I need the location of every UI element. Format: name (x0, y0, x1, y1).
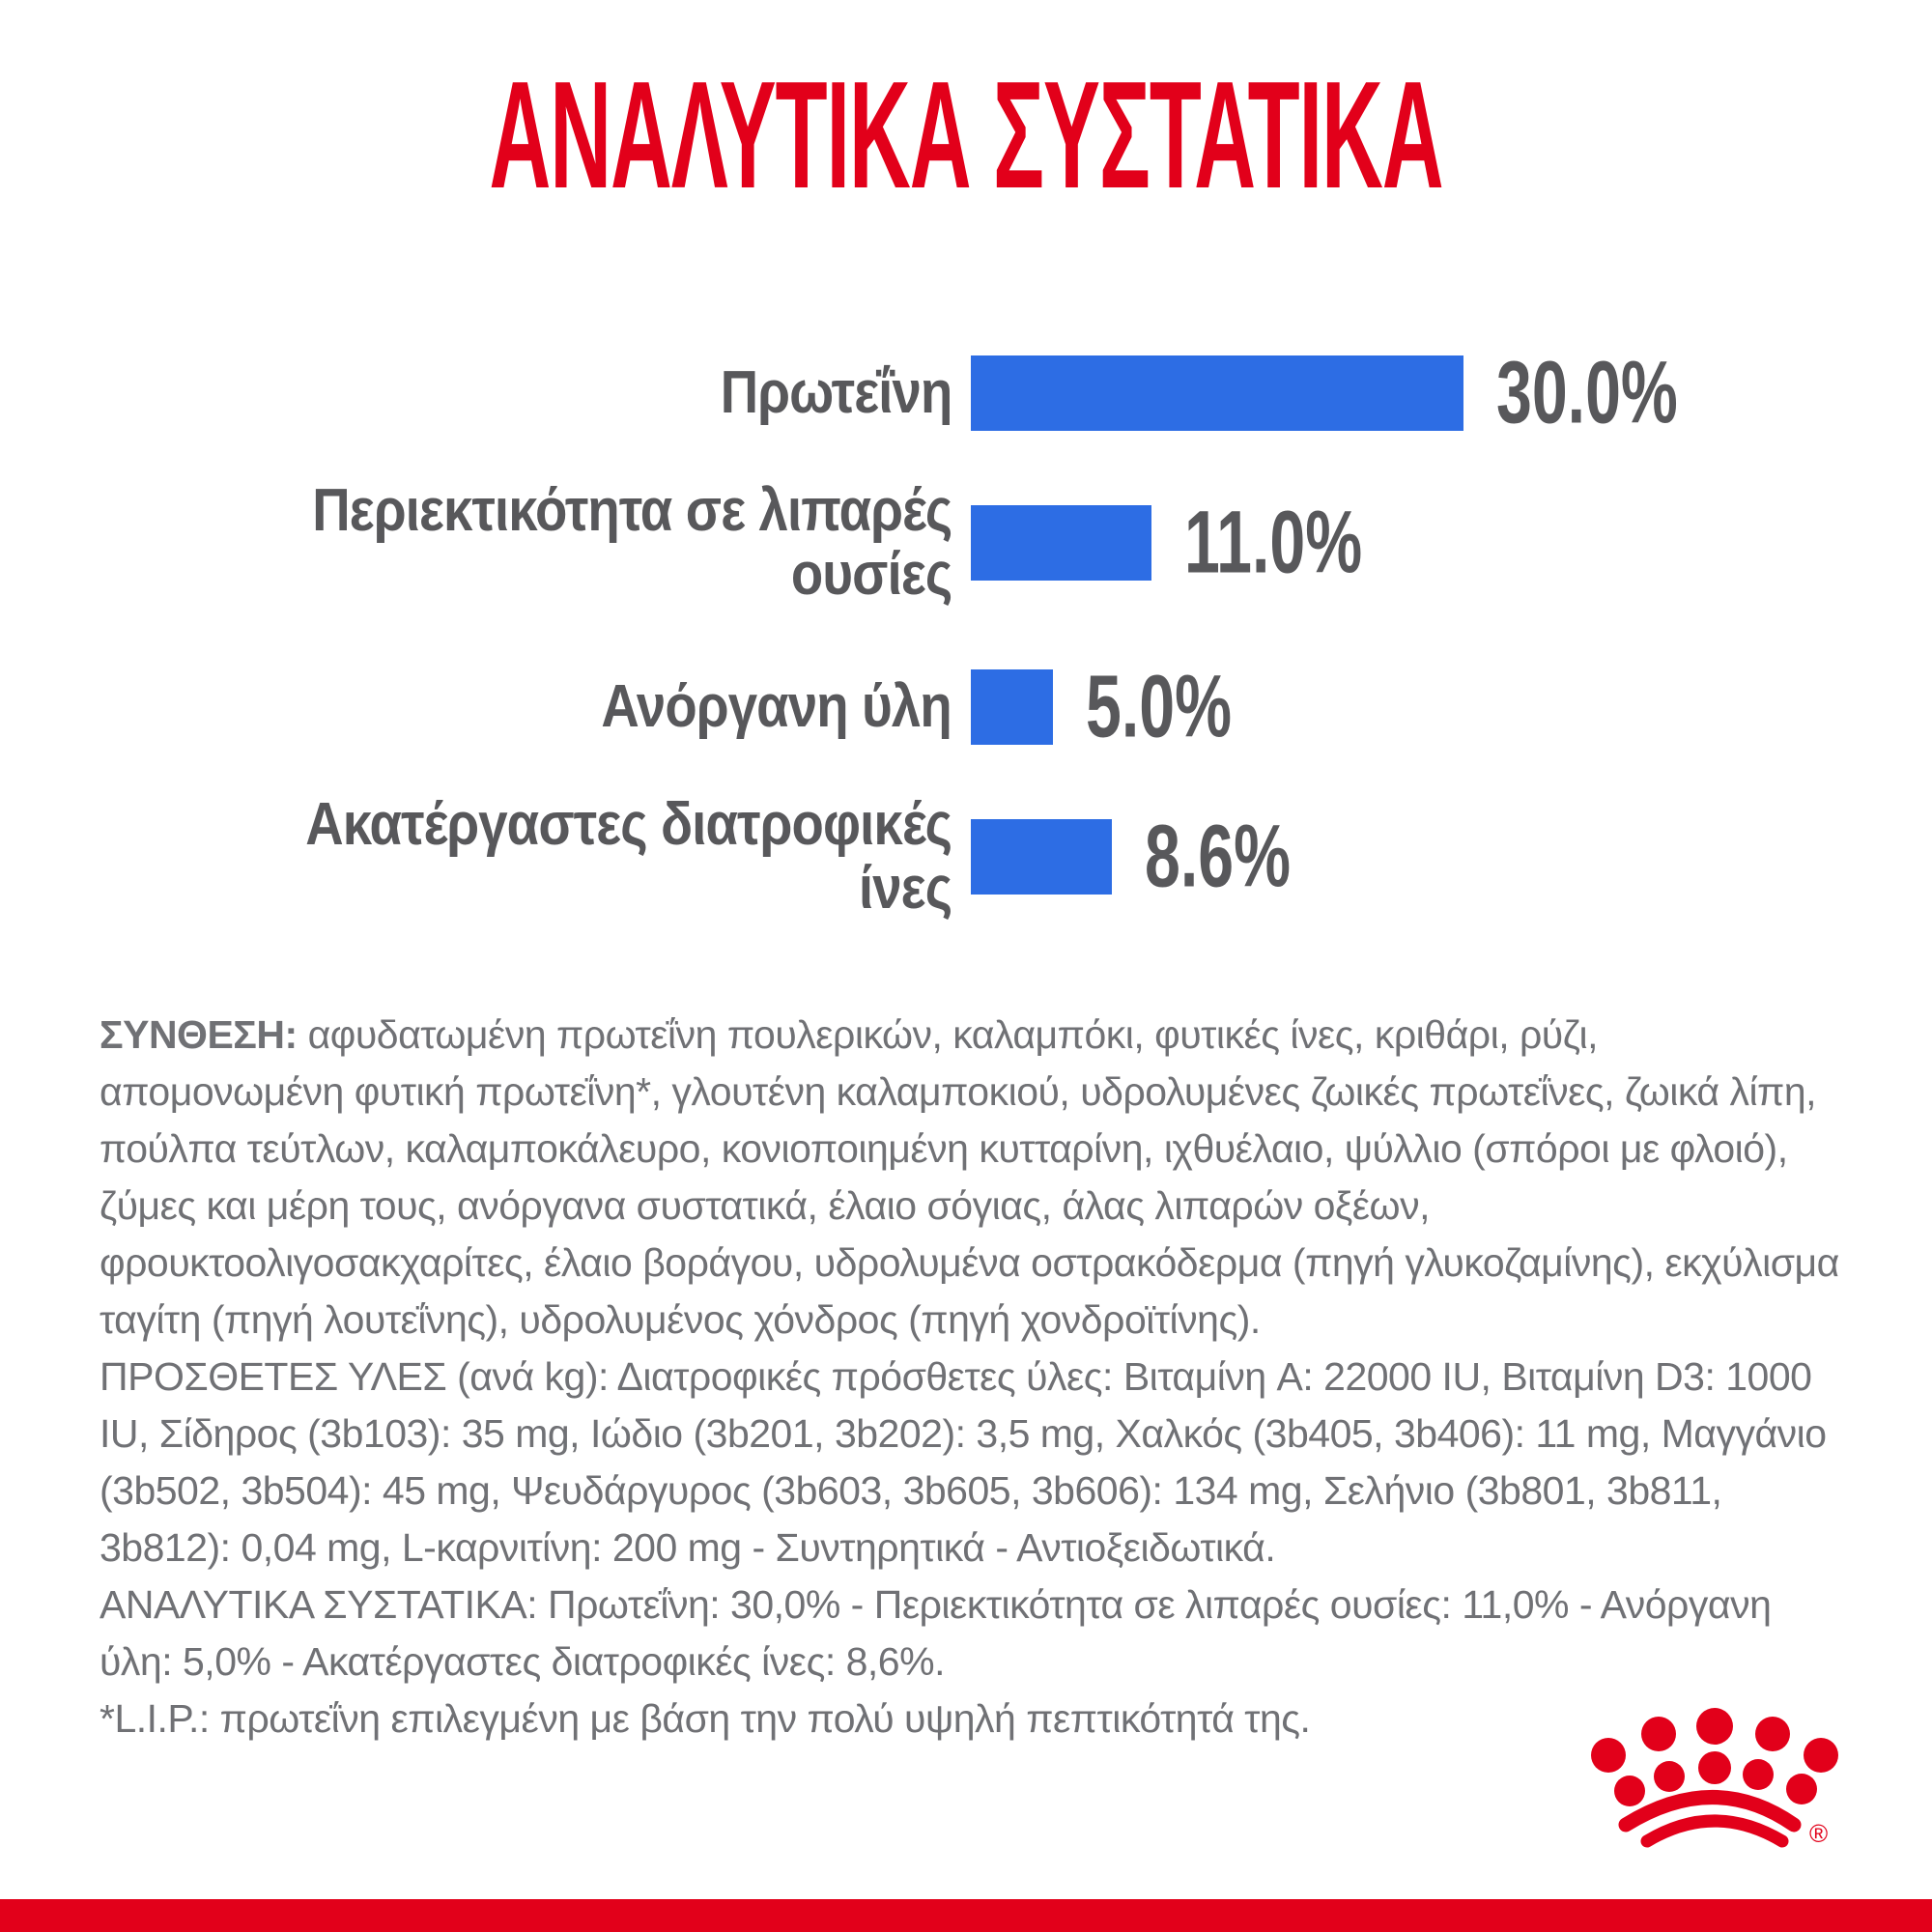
bar (971, 669, 1053, 745)
bottom-red-stripe (0, 1899, 1932, 1932)
bar (971, 819, 1112, 895)
composition-label: ΣΥΝΘΕΣΗ: (99, 1012, 298, 1057)
registered-trademark-symbol: ® (1809, 1819, 1829, 1848)
royal-canin-crown-icon (1575, 1702, 1855, 1861)
bar-value: 30.0% (1496, 343, 1678, 442)
analytical-constituents-paragraph: ΑΝΑΛΥΤΙΚΑ ΣΥΣΤΑΤΙΚΑ: Πρωτεΐνη: 30,0% - Περιεκτικότητα σε λιπαρές ουσίες: 11,0% - Ανόργανη ύλη: 5,0% - Ακατέργαστες διατροφικές ίνες: 8,6%. (99, 1582, 1772, 1684)
bar-value: 5.0% (1086, 657, 1232, 756)
bar-label: Περιεκτικότητα σε λιπαρές ουσίες (311, 477, 952, 608)
additives-paragraph: ΠΡΟΣΘΕΤΕΣ ΥΛΕΣ (ανά kg): Διατροφικές πρόσθετες ύλες: Βιταμίνη A: 22000 IU, Βιταμίνη D3: 1000 IU, Σίδηρος (3b103): 35 mg, Ιώδιο (3b201, 3b202): 3,5 mg, Χαλκός (3b405, 3b406): 11 mg, Μαγγάνιο (3b502, 3b504): 45 mg, Ψευδάργυρος (3b603, 3b605, 3b606): 134 mg, Σελήνιο (3b801, 3b811, 3b812): 0,04 mg, L-καρνιτίνη: 200 mg - Συντηρητικά - Αντιοξειδωτικά. (99, 1354, 1827, 1570)
bar-label: Ακατέργαστες διατροφικές ίνες (305, 791, 952, 922)
bar (971, 355, 1463, 431)
composition-text-block (99, 1007, 1848, 1747)
bar-label: Ανόργανη ύλη (601, 673, 952, 740)
bar-value: 11.0% (1184, 493, 1363, 592)
page-title: ΑΝΑΛΥΤΙΚΑ ΣΥΣΤΑΤΙΚΑ (489, 50, 1443, 220)
crown-base-arcs (1626, 1798, 1794, 1842)
lip-footnote: *L.I.P.: πρωτεΐνη επιλεγμένη με βάση την πολύ υψηλή πεπτικότητά της. (99, 1696, 1311, 1741)
bar-label: Πρωτεΐνη (720, 359, 952, 426)
bar-value: 8.6% (1145, 807, 1292, 906)
composition-body: αφυδατωμένη πρωτεΐνη πουλερικών, καλαμπόκι, φυτικές ίνες, κριθάρι, ρύζι, απομονωμένη φυτική πρωτεΐνη*, γλουτένη καλαμποκιού, υδρολυμένες ζωικές πρωτεΐνες, ζωικά λίπη, πούλπα τεύτλων, καλαμποκάλευρο, κονιοποιημένη κυτταρίνη, ιχθυέλαιο, ψύλλιο (σπόροι με φλοιό), ζύμες και μέρη τους, ανόργανα συστατικά, έλαιο σόγιας, άλας λιπαρών οξέων, φρουκτοολιγοσακχαρίτες, έλαιο βοράγου, υδρολυμένα οστρακόδερμα (πηγή γλυκοζαμίνης), εκχύλισμα ταγίτη (πηγή λουτεΐνης), υδρολυμένος χόνδρος (πηγή χονδροϊτίνης). (99, 1012, 1839, 1342)
bar (971, 505, 1151, 581)
composition-paragraph (99, 1007, 1848, 1349)
